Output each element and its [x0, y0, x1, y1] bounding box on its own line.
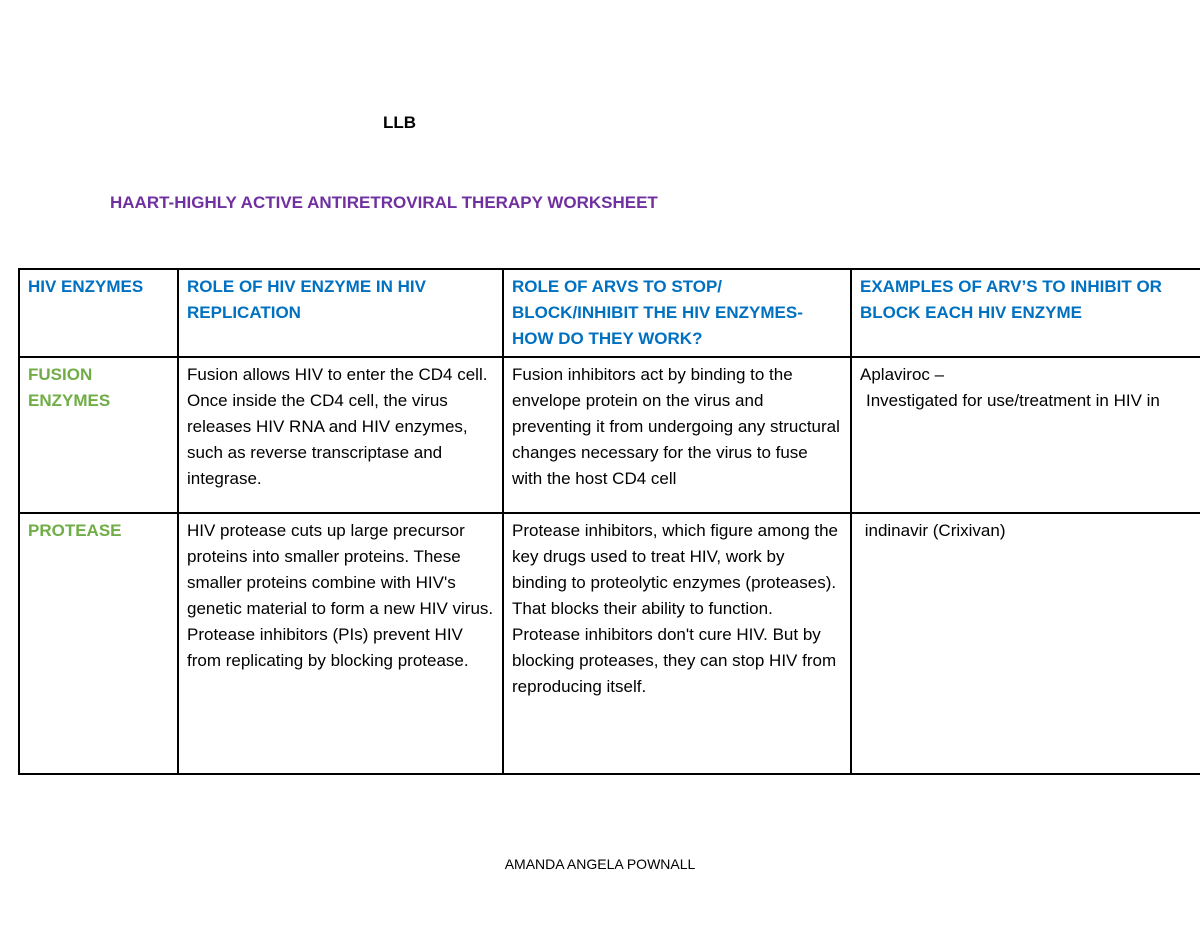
fusion-example-detail: Investigated for use/treatment in HIV in	[866, 391, 1160, 410]
protease-arv-action: Protease inhibitors, which figure among the key drugs used to treat HIV, work by binding to proteolytic enzymes (proteases). That blocks their ability to function. Protease inhibitors don't cure HIV. But by blocking proteases, they can stop HIV from reproducing itself.	[503, 513, 851, 774]
table-row	[19, 357, 1200, 513]
document-heading: LLB	[383, 113, 417, 132]
fusion-arv-action: Fusion inhibitors act by binding to the envelope protein on the virus and preventing it from undergoing any structural changes necessary for the virus to fuse with the host CD4 cell	[503, 357, 851, 513]
header-role-of-enzyme: ROLE OF HIV ENZYME IN HIV REPLICATION	[178, 269, 503, 357]
fusion-enzyme-role: Fusion allows HIV to enter the CD4 cell. Once inside the CD4 cell, the virus releases HIV RNA and HIV enzymes, such as reverse transcriptase and integrase.	[178, 357, 503, 513]
haart-worksheet-table	[18, 268, 1200, 775]
protease-arv-examples	[851, 513, 1200, 774]
fusion-example-drug: Aplaviroc –	[860, 365, 945, 384]
row-label-fusion-enzymes: FUSION ENZYMES	[19, 357, 178, 513]
protease-enzyme-role: HIV protease cuts up large precursor proteins into smaller proteins. These smaller proteins combine with HIV's genetic material to form a new HIV virus. Protease inhibitors (PIs) prevent HIV from replicating by blocking protease.	[178, 513, 503, 774]
protease-example-drug: indinavir (Crixivan)	[860, 521, 1006, 540]
table-row	[19, 513, 1200, 774]
worksheet-title: HAART-HIGHLY ACTIVE ANTIRETROVIRAL THERAPY WORKSHEET	[110, 193, 658, 212]
header-role-of-arvs: ROLE OF ARVS TO STOP/ BLOCK/INHIBIT THE HIV ENZYMES- HOW DO THEY WORK?	[503, 269, 851, 357]
row-label-protease: PROTEASE	[19, 513, 178, 774]
document-footer-author: AMANDA ANGELA POWNALL	[504, 856, 696, 872]
fusion-arv-examples	[851, 357, 1200, 513]
header-examples-of-arvs: EXAMPLES OF ARV’S TO INHIBIT OR BLOCK EACH HIV ENZYME	[851, 269, 1200, 357]
table-header-row	[19, 269, 1200, 357]
header-hiv-enzymes: HIV ENZYMES	[19, 269, 178, 357]
